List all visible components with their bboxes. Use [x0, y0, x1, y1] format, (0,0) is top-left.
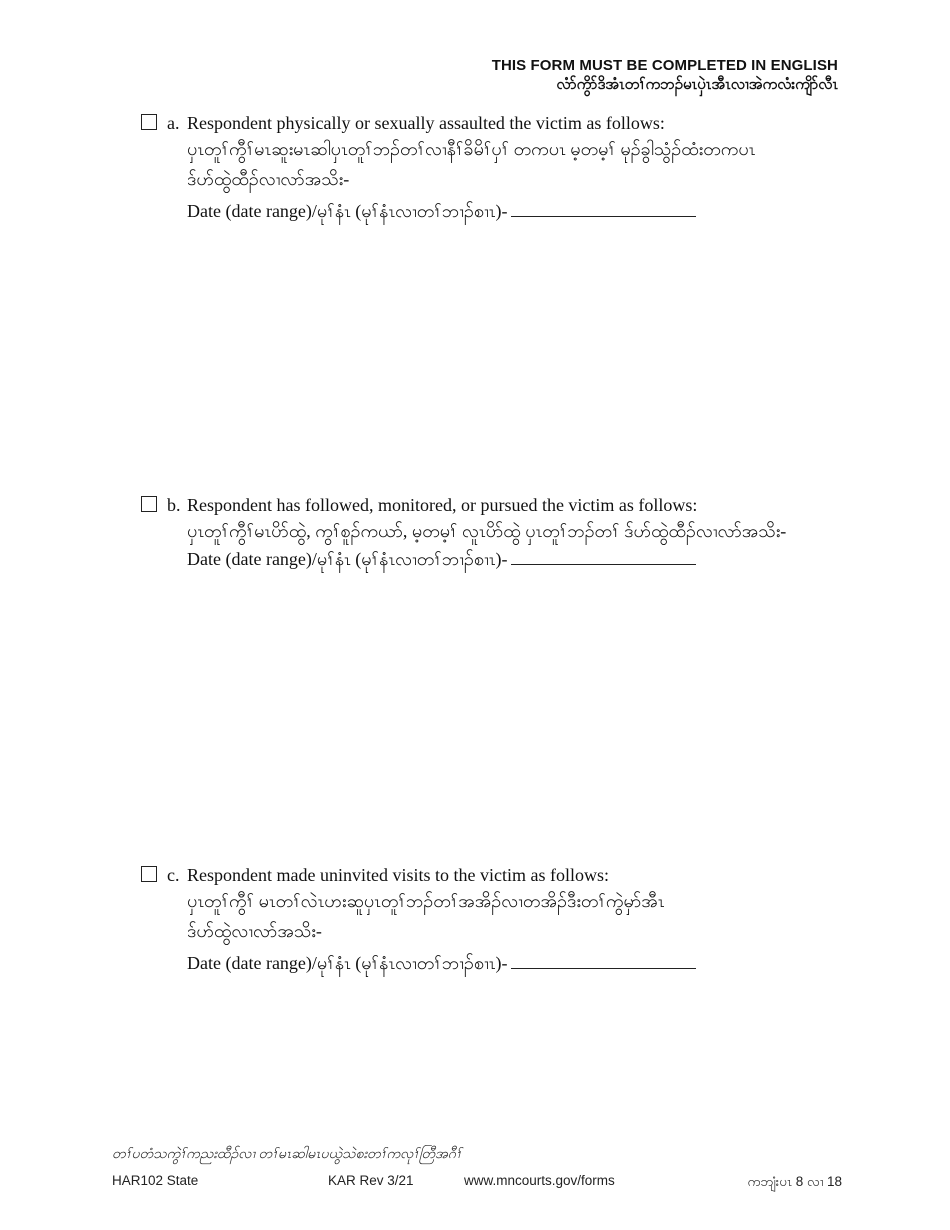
- header-title-english: THIS FORM MUST BE COMPLETED IN ENGLISH: [491, 57, 838, 74]
- section-label-karen: ပှၤတူၢ်ကွီၢ်မၤဆူးမၤဆါပှၤတူၢ်ဘၣ်တၢ်လၢနီၢ်ခိမိၢ်ပှၢ် တကပၤ မ့တမ့ၢ် မုၣ်ခွါသွံၣ်ထံးတကပၤ: [187, 139, 756, 159]
- date-label: Date (date range)/မုၢ်နံၤ (မုၢ်နံၤလၢတၢ်ဘၢၣ်စၢၤ)-: [187, 549, 508, 569]
- date-label: Date (date range)/မုၢ်နံၤ (မုၢ်နံၤလၢတၢ်ဘၢၣ်စၢၤ)-: [187, 201, 508, 221]
- page-header: [492, 56, 838, 95]
- date-input-line[interactable]: [511, 198, 696, 217]
- section-letter: b.: [167, 495, 181, 515]
- footer-form-id: HAR102 State: [112, 1173, 199, 1188]
- date-input-line[interactable]: [511, 546, 696, 565]
- page-footer: [112, 1144, 842, 1193]
- checkbox-section-c[interactable]: [141, 866, 157, 882]
- section-letter: a.: [167, 113, 180, 133]
- footer-revision: KAR Rev 3/21: [328, 1173, 414, 1188]
- section-c: [141, 864, 861, 974]
- date-input-line[interactable]: [511, 950, 696, 969]
- section-label-english: Respondent made uninvited visits to the victim as follows:: [187, 865, 609, 885]
- section-label-karen: ပှၤတူၢ်ကွီၢ် မၤတၢ်လဲၤဟးဆူပှၤတူၢ်ဘၣ်တၢ်အအိၣ်လၢတအိၣ်ဒီးတၢ်ကွဲမှာ်အီၤ: [187, 891, 665, 911]
- footer-form-title: တၢ်ပတံသကွဲၢ်ကညးထီၣ်လၢ တၢ်မၤဆါမၤပယွဲသဲစးတၢ်ကလုၢ်တြီအဂီၢ်: [112, 1147, 462, 1162]
- footer-url: www.mncourts.gov/forms: [464, 1173, 615, 1188]
- section-label-karen-cont: ဒ်ဟ်ထွဲလၢလာ်အသိး-: [187, 921, 322, 941]
- footer-page-number: ကဘျံးပၤ 8 လၢ 18: [747, 1174, 842, 1189]
- section-b: [141, 494, 861, 570]
- section-label-english: Respondent has followed, monitored, or pursued the victim as follows:: [187, 495, 698, 515]
- section-letter: c.: [167, 865, 180, 885]
- section-label-karen-cont: ဒ်ဟ်ထွဲထီၣ်လၢလာ်အသိး-: [187, 169, 350, 189]
- section-label-karen: ပှၤတူၢ်ကွီၢ်မၤပိာ်ထွဲ, ကွၢ်စူၣ်ကယာ်, မ့တမ့ၢ် လူၤပိာ်ထွဲ ပှၤတူၢ်ဘၣ်တၢ် ဒ်ဟ်ထွဲထီၣ်လၢလာ်အသိး-: [187, 521, 787, 541]
- section-a: [141, 112, 861, 222]
- checkbox-section-a[interactable]: [141, 114, 157, 130]
- checkbox-section-b[interactable]: [141, 496, 157, 512]
- header-title-karen: လံာ်ကွိာ်ဒိအံၤတၢ်ကဘၣ်မၤပှဲၤအီၤလၢအဲကလံးကျိာ်လီၤ: [556, 76, 838, 93]
- date-label: Date (date range)/မုၢ်နံၤ (မုၢ်နံၤလၢတၢ်ဘၢၣ်စၢၤ)-: [187, 953, 508, 973]
- section-label-english: Respondent physically or sexually assaulted the victim as follows:: [187, 113, 665, 133]
